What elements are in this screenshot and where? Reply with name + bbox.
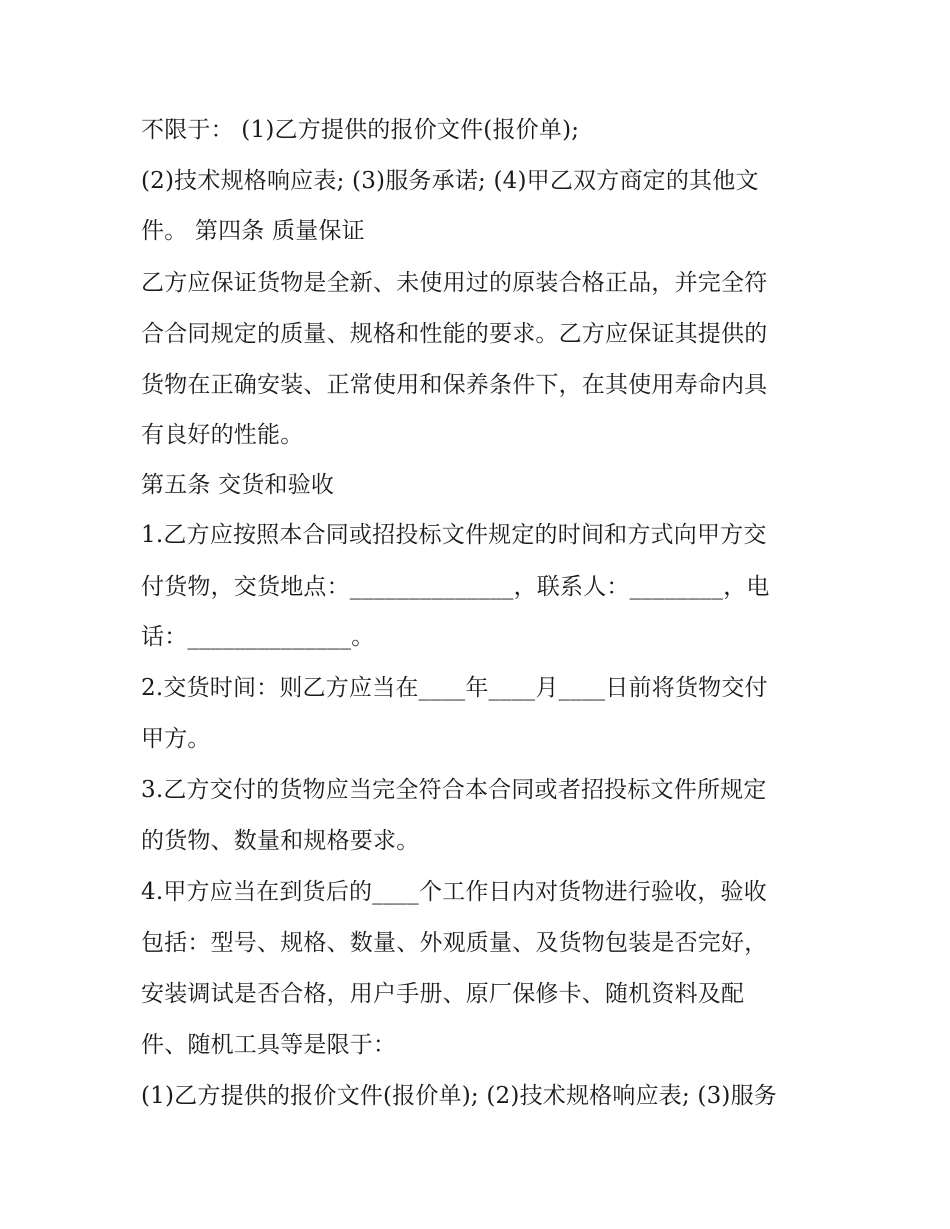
text-line: 有良好的性能。 bbox=[141, 422, 304, 448]
text-line: 件、随机工具等是限于： bbox=[141, 1032, 397, 1058]
section-heading: 第五条 交货和验收 bbox=[141, 472, 335, 498]
text-line: 安装调试是否合格，用户手册、原厂保修卡、随机资料及配 bbox=[141, 981, 745, 1007]
text-line: 话：______________。 bbox=[141, 624, 375, 650]
text-line: 的货物、数量和规格要求。 bbox=[141, 828, 420, 854]
text-line: 件。 第四条 质量保证 bbox=[141, 218, 365, 244]
text-line: 付货物，交货地点：______________，联系人：________，电 bbox=[141, 574, 770, 600]
text-line: 2.交货时间：则乙方应当在____年____月____日前将货物交付 bbox=[141, 675, 768, 701]
text-line: (2)技术规格响应表; (3)服务承诺; (4)甲乙双方商定的其他文 bbox=[141, 168, 759, 194]
text-line: 货物在正确安装、正常使用和保养条件下，在其使用寿命内具 bbox=[141, 372, 768, 398]
text-line: 乙方应保证货物是全新、未使用过的原装合格正品，并完全符 bbox=[141, 270, 768, 296]
text-line: 3.乙方交付的货物应当完全符合本合同或者招投标文件所规定 bbox=[141, 777, 767, 803]
text-line: 4.甲方应当在到货后的____个工作日内对货物进行验收，验收 bbox=[141, 879, 767, 905]
text-line: 1.乙方应按照本合同或招投标文件规定的时间和方式向甲方交 bbox=[141, 522, 767, 548]
text-line: 合合同规定的质量、规格和性能的要求。乙方应保证其提供的 bbox=[141, 321, 768, 347]
text-line: 甲方。 bbox=[141, 726, 211, 752]
text-line: 不限于： (1)乙方提供的报价文件(报价单); bbox=[141, 117, 580, 143]
text-line: 包括：型号、规格、数量、外观质量、及货物包装是否完好， bbox=[141, 930, 768, 956]
text-line: (1)乙方提供的报价文件(报价单); (2)技术规格响应表; (3)服务 bbox=[141, 1083, 778, 1109]
